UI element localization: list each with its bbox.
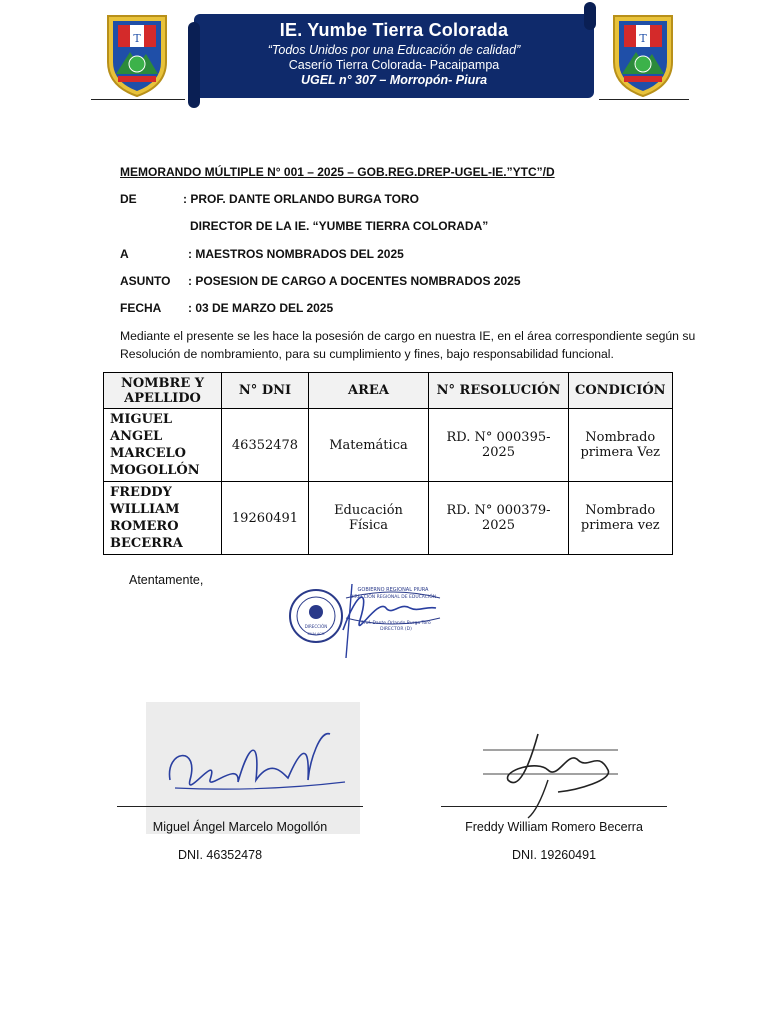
school-crest-right-icon [610,12,676,98]
signer-name-freddy: Freddy William Romero Becerra [465,820,643,834]
col-header-resolution: N° RESOLUCIÓN [429,373,569,409]
signer-dni-freddy: DNI. 19260491 [511,848,597,862]
banner-scroll-left [188,22,200,108]
subject-label: ASUNTO [120,274,171,288]
banner-scroll-right [584,2,596,30]
subject-value: : POSESION DE CARGO A DOCENTES NOMBRADOS 2025 [188,274,521,288]
cell-resolution: RD. N° 000379-2025 [429,482,569,555]
col-header-name: NOMBRE Y APELLIDO [104,373,222,409]
signature-line-miguel [117,806,363,807]
closing-text: Atentamente, [129,573,204,587]
director-seal-stamp [288,578,448,662]
header-banner [194,14,594,98]
from-value: : PROF. DANTE ORLANDO BURGA TORO [183,192,419,206]
institution-ugel: UGEL n° 307 – Morropón- Piura [300,73,488,87]
svg-text:DIRECCIÓN: DIRECCIÓN [304,624,328,629]
to-value: : MAESTROS NOMBRADOS DEL 2025 [188,247,404,261]
memo-title: MEMORANDO MÚLTIPLE N° 001 – 2025 – GOB.REG.DREP-UGEL-IE.”YTC”/D [120,165,555,179]
cell-resolution: RD. N° 000395-2025 [429,409,569,482]
table-row [104,409,673,482]
crest-underline-left [91,99,185,100]
signer-dni-miguel: DNI. 46352478 [177,848,263,862]
cell-name: MIGUEL ANGEL MARCELO MOGOLLÓN [104,409,222,482]
svg-text:T: T [133,32,141,45]
institution-location: Caserío Tierra Colorada- Pacaipampa [288,58,500,72]
crest-underline-right [599,99,689,100]
col-header-area: AREA [309,373,429,409]
svg-text:CHALACO: CHALACO [307,632,325,636]
from-title-value: DIRECTOR DE LA IE. “YUMBE TIERRA COLORADA” [190,219,489,233]
signature-line-freddy [441,806,667,807]
from-label: DE [120,192,137,206]
col-header-condition: CONDICIÓN [569,373,673,409]
table-row [104,482,673,555]
svg-text:GOBIERNO REGIONAL PIURA: GOBIERNO REGIONAL PIURA [357,587,429,593]
memo-paragraph: Mediante el presente se les hace la posesión de cargo en nuestra IE, en el área correspondiente según su Resolución de nombramiento, para su cumplimiento y fines, bajo responsabilidad funcional. [120,329,696,361]
svg-text:DIRECTOR (D): DIRECTOR (D) [380,627,412,632]
signature-miguel-icon [160,720,350,810]
cell-area: Educación Física [309,482,429,555]
cell-dni: 19260491 [222,482,309,555]
to-label: A [120,247,129,261]
svg-text:T: T [639,32,647,45]
date-value: : 03 DE MARZO DEL 2025 [188,301,334,315]
cell-condition: Nombrado primera vez [569,482,673,555]
institution-motto: “Todos Unidos por una Educación de calidad” [267,43,521,57]
cell-name: FREDDY WILLIAM ROMERO BECERRA [104,482,222,555]
svg-text:Prof. Dante Orlando Burga Toro: Prof. Dante Orlando Burga Toro [361,621,431,626]
cell-condition: Nombrado primera Vez [569,409,673,482]
cell-area: Matemática [309,409,429,482]
signer-name-miguel: Miguel Ángel Marcelo Mogollón [152,820,328,834]
svg-text:DIRECCIÓN REGIONAL DE EDUCACIÓ: DIRECCIÓN REGIONAL DE EDUCACIÓN [349,595,437,600]
school-crest-left-icon [104,12,170,98]
table-header-row [104,373,673,409]
date-label: FECHA [120,301,162,315]
assignment-table [103,372,673,555]
institution-name: IE. Yumbe Tierra Colorada [279,20,509,40]
col-header-dni: N° DNI [222,373,309,409]
cell-dni: 46352478 [222,409,309,482]
